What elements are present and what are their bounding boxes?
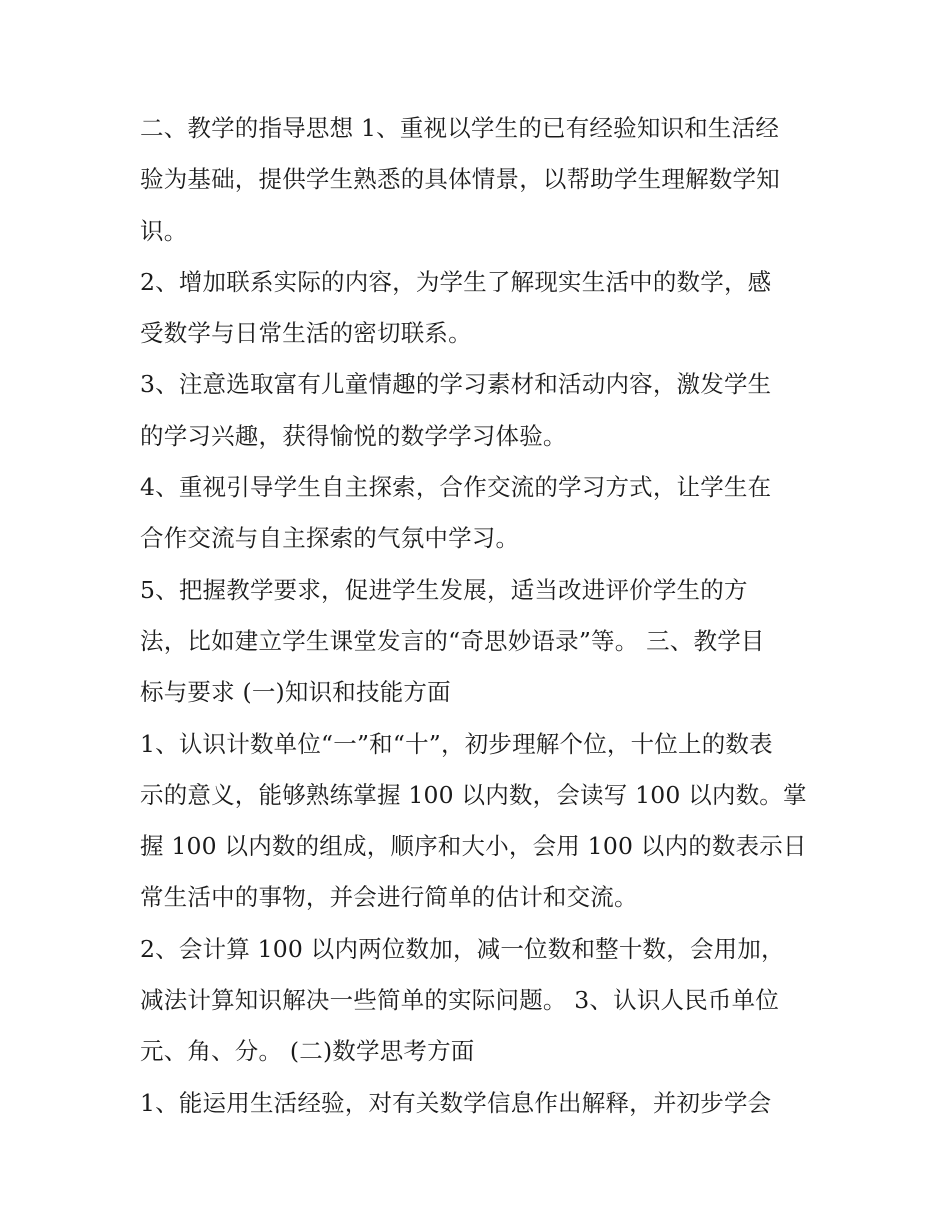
text-line: 标与要求 (一)知识和技能方面 — [140, 678, 451, 707]
text-line: 4、重视引导学生自主探索，合作交流的学习方式，让学生在 — [140, 473, 772, 502]
text-line: 握 100 以内数的组成，顺序和大小，会用 100 以内的数表示日 — [140, 832, 807, 861]
text-line: 示的意义，能够熟练掌握 100 以内数，会读写 100 以内数。掌 — [140, 780, 807, 809]
text-line: 受数学与日常生活的密切联系。 — [140, 319, 472, 348]
text-line: 的学习兴趣，获得愉悦的数学学习体验。 — [140, 421, 567, 450]
text-line: 合作交流与自主探索的气氛中学习。 — [140, 524, 520, 553]
text-line: 常生活中的事物，并会进行简单的估计和交流。 — [140, 883, 638, 912]
text-line: 减法计算知识解决一些简单的实际问题。 3、认识人民币单位 — [140, 986, 780, 1015]
text-line: 1、能运用生活经验，对有关数学信息作出解释，并初步学会 — [140, 1088, 772, 1117]
text-line: 5、把握教学要求，促进学生发展，适当改进评价学生的方 — [140, 575, 748, 604]
text-line: 1、认识计数单位“一”和“十”，初步理解个位，十位上的数表 — [140, 729, 773, 758]
text-line: 二、教学的指导思想 1、重视以学生的已有经验知识和生活经 — [140, 114, 780, 142]
text-line: 验为基础，提供学生熟悉的具体情景，以帮助学生理解数学知 — [140, 165, 780, 194]
text-line: 3、注意选取富有儿童情趣的学习素材和活动内容，激发学生 — [140, 370, 772, 399]
text-line: 2、会计算 100 以内两位数加，减一位数和整十数，会用加， — [140, 934, 785, 963]
text-line: 元、角、分。 (二)数学思考方面 — [140, 1037, 475, 1066]
text-line: 识。 — [140, 216, 188, 245]
document-body — [140, 103, 810, 1129]
text-line: 法，比如建立学生课堂发言的“奇思妙语录”等。 三、教学目 — [140, 626, 765, 655]
text-line: 2、增加联系实际的内容，为学生了解现实生活中的数学，感 — [140, 267, 772, 296]
